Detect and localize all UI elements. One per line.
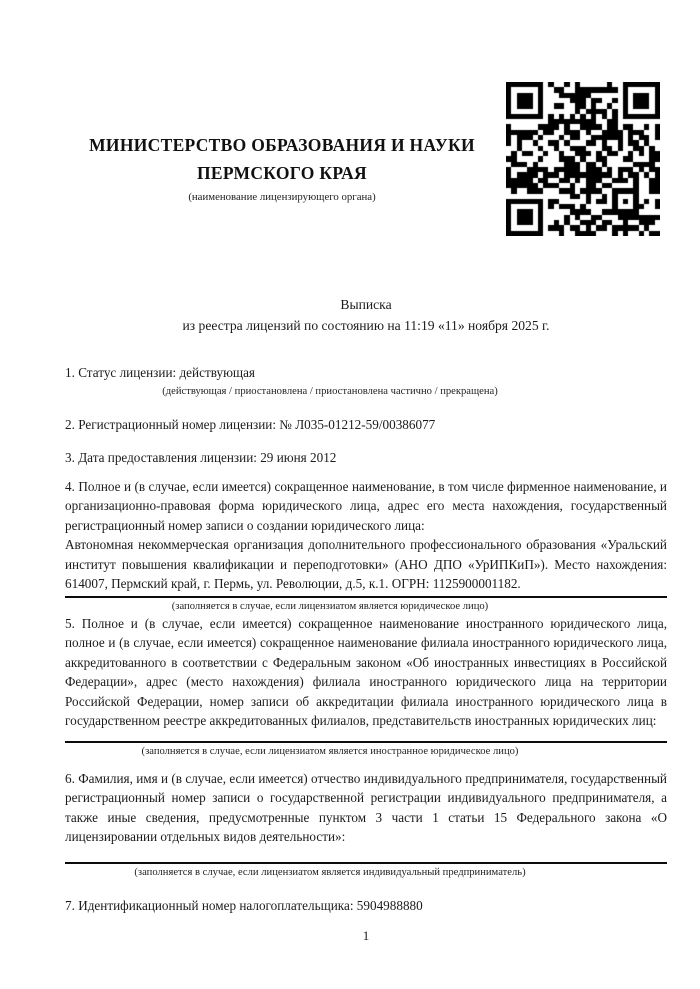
item-4-label: 4. Полное и (в случае, если имеется) сокращенное наименование, в том числе фирменное наименование, и организационно-правовая форма юридического лица, адрес его места нахождения, государственный регистрационный номер записи о создании юридического лица:	[65, 479, 667, 533]
item-5-caption: (заполняется в случае, если лицензиатом является иностранное юридическое лицо)	[141, 746, 519, 758]
item-1-caption: (действующая / приостановлена / приостановлена частично / прекращена)	[162, 386, 498, 397]
ministry-caption: (наименование лицензирующего органа)	[188, 191, 376, 203]
item-5-label: 5. Полное и (в случае, если имеется) сокращенное наименование иностранного юридического лица, полное и (в случае, если имеется) сокращенное наименование филиала иностранного юридического лица, аккредитованного в соответствии с Федеральным законом «Об иностранных инвестициях в Российской Федерации», адрес (место нахождения) филиала иностранного юридического лица на территории Российской Федерации, номер записи об аккредитации филиала иностранного юридического лица в государственном реестре аккредитованных филиалов, представительств иностранных юридических лиц:	[65, 616, 667, 729]
title-line2: из реестра лицензий по состоянию на 11:19 «11» ноября 2025 г.	[182, 317, 550, 333]
qr-code-icon	[506, 82, 660, 236]
page-number: 1	[362, 928, 370, 943]
item-2-registration-number: 2. Регистрационный номер лицензии: № Л035-01212-59/00386077	[65, 417, 436, 432]
item-7-taxpayer-number: 7. Идентификационный номер налогоплательщика: 5904988880	[65, 898, 423, 913]
item-6-entrepreneur-block	[65, 769, 667, 880]
item-4-value: Автономная некоммерческая организация дополнительного профессионального образования «Уральский институт повышения квалификации и переподготовки» (АНО ДПО «УрИПКиП»). Место нахождения: 614007, Пермский край, г. Пермь, ул. Революции, д.5, к.1. ОГРН: 1125900001182.	[65, 537, 667, 592]
item-5-foreign-entity-block	[65, 614, 667, 759]
title-line1: Выписка	[340, 297, 392, 312]
item-6-rule	[65, 862, 667, 864]
item-4-rule	[65, 596, 667, 598]
document-title	[65, 295, 667, 336]
item-6-caption: (заполняется в случае, если лицензиатом является индивидуальный предприниматель)	[134, 866, 526, 878]
item-6-label: 6. Фамилия, имя и (в случае, если имеется) отчество индивидуального предпринимателя, государственный регистрационный номер записи о государственной регистрации индивидуального предпринимателя, а также иные сведения, предусмотренные пунктом 3 части 1 статьи 15 Федерального закона «О лицензировании отдельных видов деятельности»:	[65, 771, 667, 845]
qr-code-image	[506, 82, 660, 236]
item-5-rule	[65, 741, 667, 743]
item-1-license-status: 1. Статус лицензии: действующая	[65, 365, 256, 380]
licensing-authority-header	[58, 131, 506, 204]
item-3-license-date: 3. Дата предоставления лицензии: 29 июня 2012	[65, 450, 337, 465]
item-4-caption: (заполняется в случае, если лицензиатом является юридическое лицо)	[171, 601, 489, 613]
ministry-name-line1: МИНИСТЕРСТВО ОБРАЗОВАНИЯ И НАУКИ	[89, 135, 475, 155]
item-4-legal-entity-block	[65, 477, 667, 614]
ministry-name-line2: ПЕРМСКОГО КРАЯ	[197, 163, 367, 183]
